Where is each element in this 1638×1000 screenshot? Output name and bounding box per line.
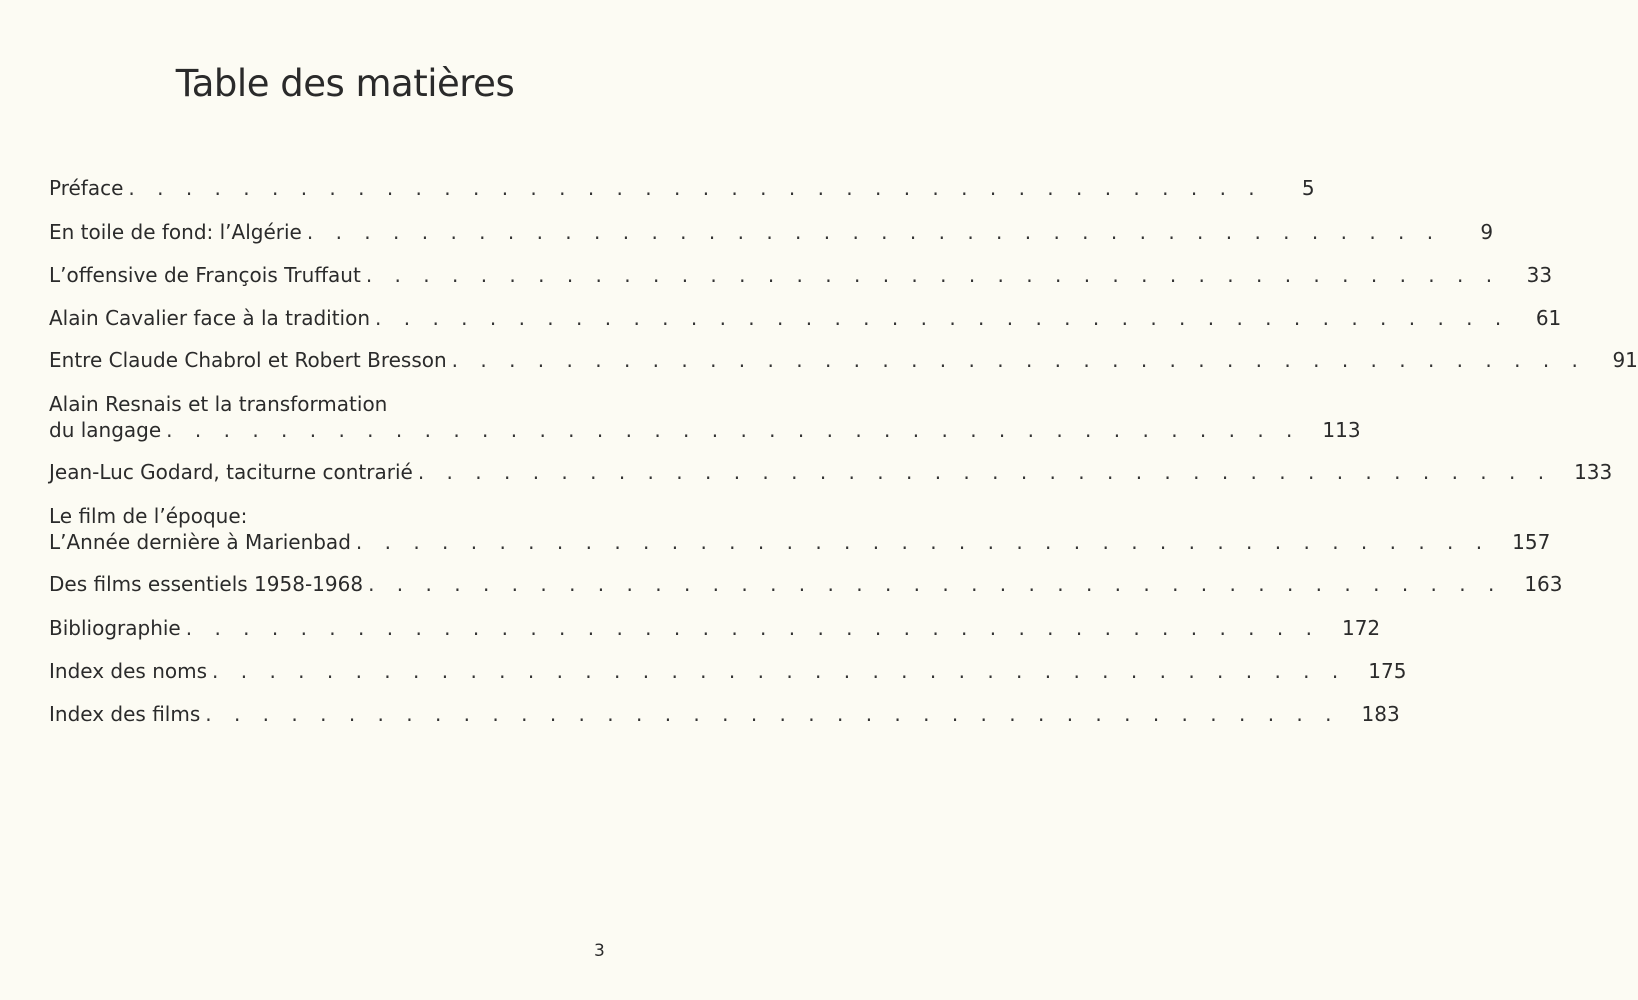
- toc-entry-title: En toile de fond: l’Algérie: [49, 220, 302, 244]
- toc-entry: [49, 262, 1553, 288]
- toc-entry-page: 133: [1574, 460, 1613, 484]
- toc-entry: [49, 305, 1562, 331]
- dot-leader: . . . . . . . . . . . . . . . . . . . . . . . . . . . . . . . . . . . . . . . .: [451, 348, 1586, 372]
- toc-entry-title: L’Année dernière à Marienbad: [49, 530, 351, 554]
- toc-entry: [49, 503, 1551, 555]
- toc-entry-title: Jean-Luc Godard, taciturne contrarié: [49, 460, 413, 484]
- toc-entry-page: 183: [1361, 702, 1400, 726]
- dot-leader: . . . . . . . . . . . . . . . . . . . . . . . . . . . . . . . . . . . . . . . .: [185, 616, 1320, 640]
- toc-entry-page: 172: [1341, 616, 1381, 640]
- toc-entry: [49, 219, 1494, 245]
- toc-entry-page: 157: [1512, 530, 1551, 554]
- toc-entry-title-line1: Alain Resnais et la transformation: [49, 392, 388, 416]
- toc-entry-page: 113: [1322, 418, 1361, 442]
- toc-entry: [49, 571, 1563, 597]
- dot-leader: . . . . . . . . . . . . . . . . . . . . . . . . . . . . . . . . . . . . . . . .: [365, 263, 1501, 287]
- dot-leader: . . . . . . . . . . . . . . . . . . . . . . . . . . . . . . . . . . . . . . . .: [355, 530, 1491, 554]
- toc-entry-page: 175: [1368, 659, 1407, 683]
- toc-entry-page: 9: [1480, 220, 1494, 244]
- toc-entry-title: Préface: [49, 176, 124, 200]
- toc-entry: [49, 391, 1361, 443]
- toc-entry: [49, 459, 1613, 485]
- toc-entry-title: Des films essentiels 1958-1968: [49, 572, 364, 596]
- dot-leader: . . . . . . . . . . . . . . . . . . . . . . . . . . . . . . . . . . . . . . . .: [375, 306, 1510, 330]
- toc-entry: [49, 701, 1400, 727]
- toc-entry-page: 91: [1612, 348, 1638, 372]
- toc-entry-title: du langage: [49, 418, 162, 442]
- dot-leader: . . . . . . . . . . . . . . . . . . . . . . . . . . . . . . . . . . . . . . . .: [128, 176, 1263, 200]
- toc-entry-title: Alain Cavalier face à la tradition: [49, 306, 371, 330]
- toc-entry-title: Entre Claude Chabrol et Robert Bresson: [49, 348, 447, 372]
- toc-entry-title: Index des noms: [49, 659, 208, 683]
- dot-leader: . . . . . . . . . . . . . . . . . . . . . . . . . . . . . . . . . . . . . . . .: [166, 418, 1301, 442]
- toc-entry-title-line1: Le film de l’époque:: [49, 504, 248, 528]
- toc-entry-title: Index des films: [49, 702, 201, 726]
- toc-entry-page: 61: [1535, 306, 1562, 330]
- dot-leader: . . . . . . . . . . . . . . . . . . . . . . . . . . . . . . . . . . . . . . . .: [212, 659, 1347, 683]
- toc-entry: [49, 658, 1407, 684]
- toc-entry-title: Bibliographie: [49, 616, 181, 640]
- toc-entry: [49, 347, 1638, 373]
- dot-leader: . . . . . . . . . . . . . . . . . . . . . . . . . . . . . . . . . . . . . . . .: [417, 460, 1553, 484]
- toc-entry-page: 5: [1301, 176, 1315, 200]
- page-title: Table des matières: [175, 62, 515, 105]
- toc-entry-title: L’offensive de François Truffaut: [49, 263, 361, 287]
- dot-leader: . . . . . . . . . . . . . . . . . . . . . . . . . . . . . . . . . . . . . . . .: [306, 220, 1442, 244]
- page-number: 3: [594, 941, 605, 961]
- toc-entry-page: 163: [1524, 572, 1563, 596]
- dot-leader: . . . . . . . . . . . . . . . . . . . . . . . . . . . . . . . . . . . . . . . .: [205, 702, 1340, 726]
- toc-entry: [49, 615, 1381, 641]
- dot-leader: . . . . . . . . . . . . . . . . . . . . . . . . . . . . . . . . . . . . . . . .: [368, 572, 1503, 596]
- toc-entry: [49, 175, 1315, 201]
- toc-entry-page: 33: [1526, 263, 1553, 287]
